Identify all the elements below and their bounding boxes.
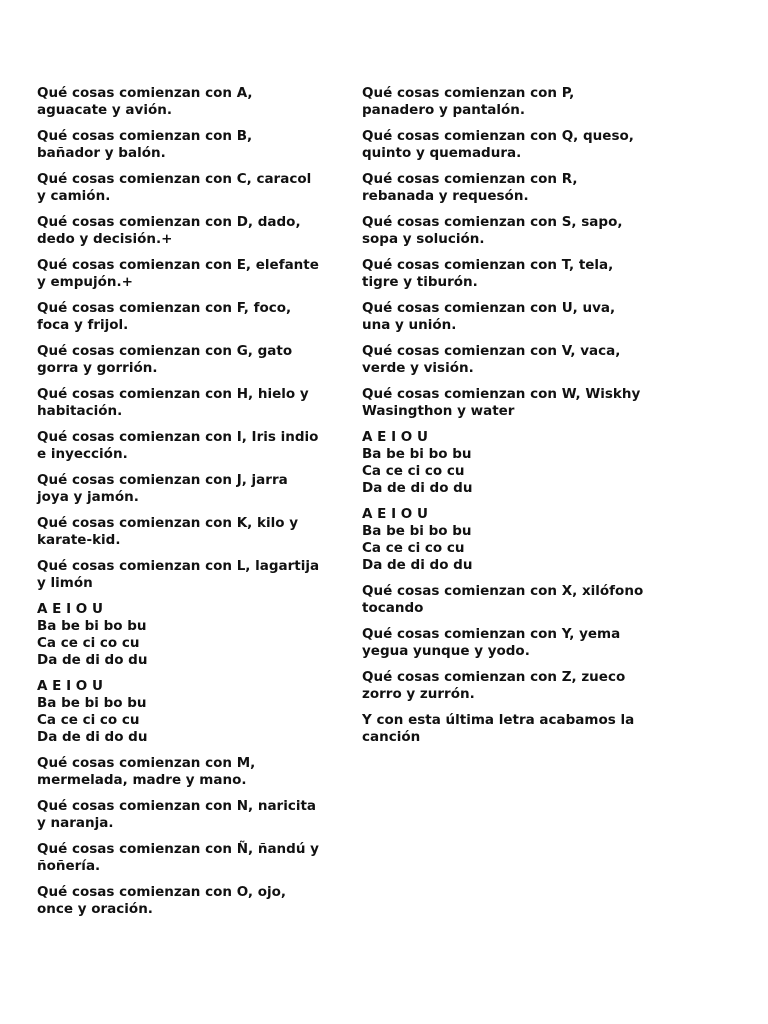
stanza [362, 386, 662, 420]
stanza [37, 429, 337, 463]
lyric-line: Ba be bi bo bu [362, 523, 472, 539]
lyric-line: tigre y tiburón. [362, 274, 478, 290]
lyric-line: Da de di do du [37, 652, 148, 668]
lyric-line: Qué cosas comienzan con H, hielo y [37, 386, 309, 402]
lyric-line: Qué cosas comienzan con M, [37, 755, 256, 771]
lyric-line: habitación. [37, 403, 123, 419]
lyric-line: Qué cosas comienzan con X, xilófono [362, 583, 644, 599]
lyric-line: Qué cosas comienzan con N, naricita [37, 798, 317, 814]
stanza [37, 300, 337, 334]
lyric-line: aguacate y avión. [37, 102, 172, 118]
stanza [362, 669, 662, 703]
lyric-line: Qué cosas comienzan con S, sapo, [362, 214, 623, 230]
stanza [37, 798, 337, 832]
lyric-line: A E I O U [37, 601, 103, 617]
lyric-line: Ca ce ci co cu [362, 540, 465, 556]
lyric-line: Qué cosas comienzan con C, caracol [37, 171, 312, 187]
stanza [362, 128, 662, 162]
lyric-line: Ba be bi bo bu [362, 446, 472, 462]
lyric-line: karate-kid. [37, 532, 121, 548]
lyric-line: Qué cosas comienzan con E, elefante [37, 257, 319, 273]
stanza [362, 626, 662, 660]
stanza [362, 300, 662, 334]
stanza [37, 841, 337, 875]
stanza [37, 128, 337, 162]
lyric-line: Ca ce ci co cu [362, 463, 465, 479]
lyric-line: y empujón.+ [37, 274, 133, 290]
lyric-line: y naranja. [37, 815, 114, 831]
lyric-line: Qué cosas comienzan con T, tela, [362, 257, 614, 273]
stanza [37, 601, 337, 669]
lyric-line: y camión. [37, 188, 111, 204]
lyric-line: Qué cosas comienzan con A, [37, 85, 253, 101]
lyric-line: Qué cosas comienzan con Z, zueco [362, 669, 626, 685]
lyric-line: ñoñería. [37, 858, 101, 874]
stanza [37, 171, 337, 205]
lyric-line: Qué cosas comienzan con U, uva, [362, 300, 616, 316]
lyric-line: A E I O U [362, 506, 428, 522]
lyric-line: una y unión. [362, 317, 457, 333]
lyric-line: Qué cosas comienzan con J, jarra [37, 472, 288, 488]
lyric-line: bañador y balón. [37, 145, 166, 161]
lyric-line: Qué cosas comienzan con Ñ, ñandú y [37, 841, 319, 857]
stanza [37, 343, 337, 377]
lyric-line: Ba be bi bo bu [37, 618, 147, 634]
lyric-line: Qué cosas comienzan con F, foco, [37, 300, 292, 316]
lyric-line: canción [362, 729, 421, 745]
lyric-line: Ca ce ci co cu [37, 635, 140, 651]
stanza [362, 171, 662, 205]
lyric-line: joya y jamón. [37, 489, 139, 505]
stanza [37, 755, 337, 789]
stanza [37, 884, 337, 918]
lyric-line: gorra y gorrión. [37, 360, 158, 376]
lyric-line: Ba be bi bo bu [37, 695, 147, 711]
lyric-line: mermelada, madre y mano. [37, 772, 247, 788]
lyric-line: Da de di do du [362, 480, 473, 496]
stanza [362, 85, 662, 119]
lyric-line: Y con esta última letra acabamos la [362, 712, 635, 728]
lyric-line: Wasingthon y water [362, 403, 515, 419]
lyric-line: sopa y solución. [362, 231, 485, 247]
stanza [37, 515, 337, 549]
lyric-line: Qué cosas comienzan con L, lagartija [37, 558, 320, 574]
lyric-line: panadero y pantalón. [362, 102, 526, 118]
lyric-line: verde y visión. [362, 360, 474, 376]
lyric-line: y limón [37, 575, 93, 591]
stanza [37, 386, 337, 420]
lyric-line: Da de di do du [37, 729, 148, 745]
stanza [37, 257, 337, 291]
lyric-line: tocando [362, 600, 424, 616]
lyric-line: e inyección. [37, 446, 128, 462]
lyric-line: Qué cosas comienzan con Y, yema [362, 626, 621, 642]
lyric-line: Qué cosas comienzan con P, [362, 85, 575, 101]
lyric-line: zorro y zurrón. [362, 686, 475, 702]
stanza [37, 214, 337, 248]
lyric-line: Qué cosas comienzan con Q, queso, [362, 128, 634, 144]
stanza [37, 678, 337, 746]
lyric-line: Qué cosas comienzan con O, ojo, [37, 884, 287, 900]
stanza [362, 583, 662, 617]
lyric-line: dedo y decisión.+ [37, 231, 173, 247]
lyric-line: Qué cosas comienzan con V, vaca, [362, 343, 621, 359]
lyric-line: Qué cosas comienzan con W, Wiskhy [362, 386, 641, 402]
lyric-line: A E I O U [362, 429, 428, 445]
stanza [37, 85, 337, 119]
lyric-line: Qué cosas comienzan con R, [362, 171, 578, 187]
left-column [37, 85, 337, 927]
lyric-line: Da de di do du [362, 557, 473, 573]
lyric-line: foca y frijol. [37, 317, 129, 333]
stanza [362, 506, 662, 574]
stanza [37, 558, 337, 592]
lyric-line: yegua yunque y yodo. [362, 643, 530, 659]
lyric-line: Qué cosas comienzan con D, dado, [37, 214, 301, 230]
lyric-line: Qué cosas comienzan con G, gato [37, 343, 293, 359]
lyric-line: A E I O U [37, 678, 103, 694]
lyric-line: Ca ce ci co cu [37, 712, 140, 728]
lyric-line: Qué cosas comienzan con B, [37, 128, 253, 144]
stanza [362, 712, 662, 746]
stanza [362, 214, 662, 248]
stanza [362, 343, 662, 377]
stanza [362, 429, 662, 497]
lyric-line: Qué cosas comienzan con K, kilo y [37, 515, 299, 531]
stanza [362, 257, 662, 291]
lyric-line: Qué cosas comienzan con I, Iris indio [37, 429, 319, 445]
stanza [37, 472, 337, 506]
lyric-line: once y oración. [37, 901, 153, 917]
lyric-line: rebanada y requesón. [362, 188, 529, 204]
right-column [362, 85, 662, 755]
lyric-line: quinto y quemadura. [362, 145, 522, 161]
